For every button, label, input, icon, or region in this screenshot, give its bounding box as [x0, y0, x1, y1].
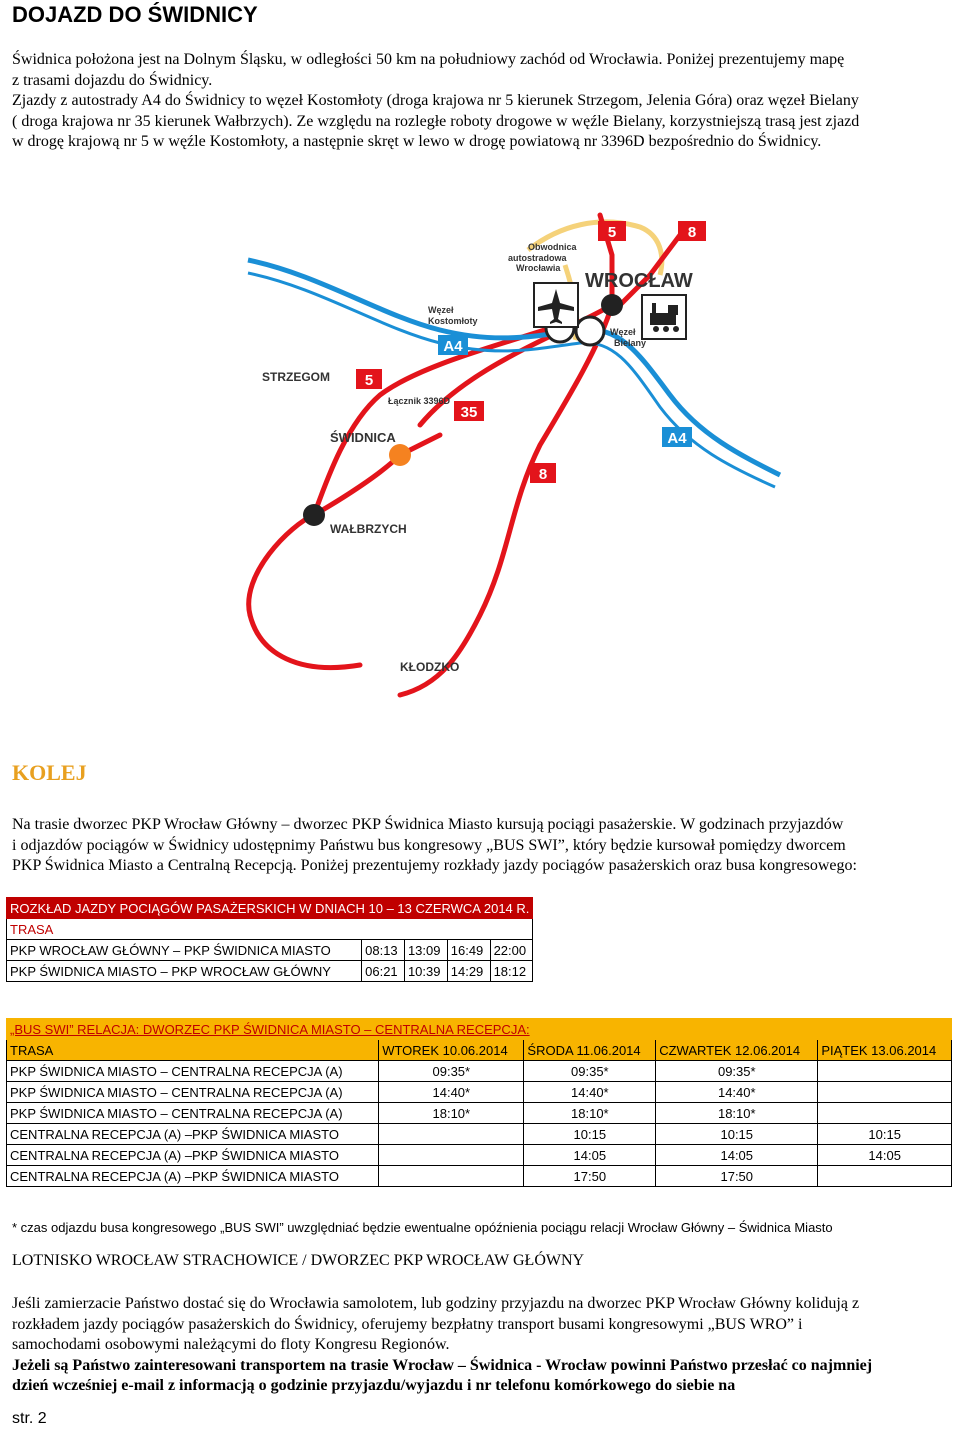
bus-time: 10:15 — [818, 1124, 952, 1145]
lotnisko-bold-line: Jeżeli są Państwo zainteresowani transportem na trasie Wrocław – Świdnica - Wrocław powinni Państwo przesłać co najmniej — [12, 1356, 873, 1374]
lotnisko-line: Jeśli zamierzacie Państwo dostać się do Wrocławia samolotem, lub godziny przyjazdu na dworzec PKP Wrocław Główny kolidują z — [12, 1295, 860, 1312]
map-label-obwodnica: Wrocławia — [516, 263, 561, 273]
train-time: 08:13 — [362, 940, 405, 961]
page-number: str. 2 — [12, 1410, 47, 1427]
map-label-wroclaw: WROCŁAW — [585, 270, 693, 292]
bus-time: 14:40* — [379, 1082, 524, 1103]
map-label-obwodnica: autostradowa — [508, 253, 567, 263]
map-label-wezel-bielany: Bielany — [614, 338, 647, 348]
table-row — [7, 1145, 952, 1166]
map-label-obwodnica: Obwodnica — [528, 242, 577, 252]
train-time: 06:21 — [362, 961, 405, 982]
bus-time — [818, 1103, 952, 1124]
kolej-line: Na trasie dworzec PKP Wrocław Główny – dworzec PKP Świdnica Miasto kursują pociągi pasażerskie. W godzinach przyjazdów — [12, 816, 844, 833]
bus-time: 18:10* — [524, 1103, 656, 1124]
bus-time: 18:10* — [379, 1103, 524, 1124]
table-row — [7, 1124, 952, 1145]
bus-time: 17:50 — [524, 1166, 656, 1187]
bus-time: 09:35* — [379, 1061, 524, 1082]
train-table-trasa: TRASA — [7, 919, 533, 940]
train-time: 13:09 — [404, 940, 447, 961]
map-label-klodzko: KŁODZKO — [400, 660, 460, 674]
table-row — [7, 1103, 952, 1124]
bus-time: 14:05 — [656, 1145, 818, 1166]
shield-road-8-top: 8 — [687, 224, 697, 241]
road-8-south — [400, 305, 612, 695]
lotnisko-line: rozkładem jazdy pociągów pasażerskich do Świdnicy, oferujemy bezpłatny transport busami kongresowymi „BUS WRO” i — [12, 1315, 803, 1333]
kolej-line: i odjazdów pociągów w Świdnicy udostępnimy Państwu bus kongresowy „BUS SWI”, który będzie kursował pomiędzy dworcem — [12, 836, 846, 854]
lotnisko-heading: LOTNISKO WROCŁAW STRACHOWICE / DWORZEC PKP WROCŁAW GŁÓWNY — [12, 1252, 585, 1269]
bus-time — [379, 1145, 524, 1166]
shield-road-8-bottom: 8 — [538, 466, 548, 483]
train-time: 10:39 — [404, 961, 447, 982]
bus-col-trasa: TRASA — [7, 1040, 379, 1061]
shield-a4-right: A4 — [667, 430, 687, 447]
footnote: * czas odjazdu busa kongresowego „BUS SWI” uwzględniać będzie ewentualne opóźnienia pociągu relacji Wrocław Główny – Świdnica Miasto — [12, 1220, 833, 1235]
bus-time: 14:05 — [818, 1145, 952, 1166]
wroclaw-dot — [601, 294, 623, 316]
bus-time: 14:40* — [656, 1082, 818, 1103]
kolej-line: PKP Świdnica Miasto a Centralną Recepcją. Poniżej prezentujemy rozkłady jazdy pociągów pasażerskich oraz busa kongresowego: — [12, 857, 857, 874]
bus-col-day: ŚRODA 11.06.2014 — [524, 1040, 656, 1061]
motorway-a4 — [248, 260, 780, 475]
bus-table-header: „BUS SWI” RELACJA: DWORZEC PKP ŚWIDNICA MIASTO – CENTRALNA RECEPCJA: — [7, 1019, 952, 1040]
map-label-wezel-kostomloty: Węzeł — [428, 305, 454, 315]
table-row — [7, 961, 533, 982]
shield-road-35: 35 — [460, 404, 478, 421]
bus-time: 17:50 — [656, 1166, 818, 1187]
train-route: PKP WROCŁAW GŁÓWNY – PKP ŚWIDNICA MIASTO — [7, 940, 362, 961]
train-time: 16:49 — [447, 940, 490, 961]
bielany-junction — [576, 317, 604, 345]
map-label-wezel-kostomloty: Kostomłoty — [428, 316, 478, 326]
bus-time — [379, 1124, 524, 1145]
swidnica-dot — [389, 444, 411, 466]
bus-time: 14:40* — [524, 1082, 656, 1103]
shield-a4-left: A4 — [443, 338, 463, 355]
bus-time — [818, 1082, 952, 1103]
lotnisko-bold-line: dzień wcześniej e-mail z informacją o godzinie przyjazdu/wyjazdu i nr telefonu komórkowego do siebie na — [12, 1377, 736, 1394]
table-row — [7, 940, 533, 961]
bus-route: PKP ŚWIDNICA MIASTO – CENTRALNA RECEPCJA (A) — [7, 1082, 379, 1103]
map-label-strzegom: STRZEGOM — [262, 370, 330, 384]
bus-time: 14:05 — [524, 1145, 656, 1166]
map-label-swidnica: ŚWIDNICA — [330, 430, 396, 445]
train-time: 22:00 — [490, 940, 533, 961]
table-row — [7, 1166, 952, 1187]
map-label-wezel-bielany: Węzeł — [610, 327, 636, 337]
intro-line: Świdnica położona jest na Dolnym Śląsku, w odległości 50 km na południowy zachód od Wrocławia. Poniżej prezentujemy mapę — [12, 51, 845, 68]
airplane-icon — [534, 283, 578, 327]
road-walbrzych-south — [250, 615, 360, 668]
bus-time — [379, 1166, 524, 1187]
bus-col-day: CZWARTEK 12.06.2014 — [656, 1040, 818, 1061]
bus-route: CENTRALNA RECEPCJA (A) –PKP ŚWIDNICA MIASTO — [7, 1124, 379, 1145]
map-label-walbrzych: WAŁBRZYCH — [330, 522, 407, 536]
train-time: 14:29 — [447, 961, 490, 982]
bus-route: CENTRALNA RECEPCJA (A) –PKP ŚWIDNICA MIASTO — [7, 1166, 379, 1187]
shield-road-5-left: 5 — [364, 372, 374, 389]
kolej-heading: KOLEJ — [12, 760, 87, 785]
bus-time: 10:15 — [656, 1124, 818, 1145]
train-schedule-table — [6, 897, 533, 982]
train-icon — [642, 295, 686, 339]
bus-schedule-table — [6, 1018, 952, 1187]
lotnisko-paragraph — [12, 1294, 960, 1397]
table-row — [7, 1082, 952, 1103]
kolej-paragraph — [12, 815, 948, 877]
page-title: DOJAZD DO ŚWIDNICY — [12, 2, 258, 27]
route-map — [0, 195, 960, 715]
bus-col-day: PIĄTEK 13.06.2014 — [818, 1040, 952, 1061]
intro-line: ( droga krajowa nr 35 kierunek Wałbrzych). Ze względu na rozległe roboty drogowe w węźle Bielany, korzystniejszą trasą jest zjazd — [12, 112, 860, 130]
shield-road-5-top: 5 — [607, 224, 617, 241]
bus-time: 09:35* — [656, 1061, 818, 1082]
table-row — [7, 1061, 952, 1082]
intro-line: Zjazdy z autostrady A4 do Świdnicy to węzeł Kostomłoty (droga krajowa nr 5 kierunek Strzegom, Jelenia Góra) oraz węzeł Bielany — [12, 92, 859, 109]
walbrzych-dot — [303, 504, 325, 526]
road-walbrzych — [249, 515, 314, 615]
bus-route: PKP ŚWIDNICA MIASTO – CENTRALNA RECEPCJA (A) — [7, 1103, 379, 1124]
bus-route: CENTRALNA RECEPCJA (A) –PKP ŚWIDNICA MIASTO — [7, 1145, 379, 1166]
bus-time: 10:15 — [524, 1124, 656, 1145]
train-route: PKP ŚWIDNICA MIASTO – PKP WROCŁAW GŁÓWNY — [7, 961, 362, 982]
intro-paragraph-1 — [12, 50, 948, 91]
train-table-header: ROZKŁAD JAZDY POCIĄGÓW PASAŻERSKICH W DNIACH 10 – 13 CZERWCA 2014 R. — [7, 898, 533, 919]
train-time: 18:12 — [490, 961, 533, 982]
bus-time: 18:10* — [656, 1103, 818, 1124]
intro-line: z trasami dojazdu do Świdnicy. — [12, 71, 213, 89]
map-label-lacznik: Łącznik 3396D — [388, 396, 451, 406]
lotnisko-line: samochodami osobowymi należącymi do floty Kongresu Regionów. — [12, 1336, 450, 1353]
bus-route: PKP ŚWIDNICA MIASTO – CENTRALNA RECEPCJA (A) — [7, 1061, 379, 1082]
bus-time: 09:35* — [524, 1061, 656, 1082]
bus-time — [818, 1061, 952, 1082]
intro-paragraph-2 — [12, 91, 948, 153]
bus-col-day: WTOREK 10.06.2014 — [379, 1040, 524, 1061]
intro-line: w drogę krajową nr 5 w węźle Kostomłoty, a następnie skręt w lewo w drogę powiatową nr 3396D bezpośrednio do Świdnicy. — [12, 133, 822, 150]
bus-time — [818, 1166, 952, 1187]
